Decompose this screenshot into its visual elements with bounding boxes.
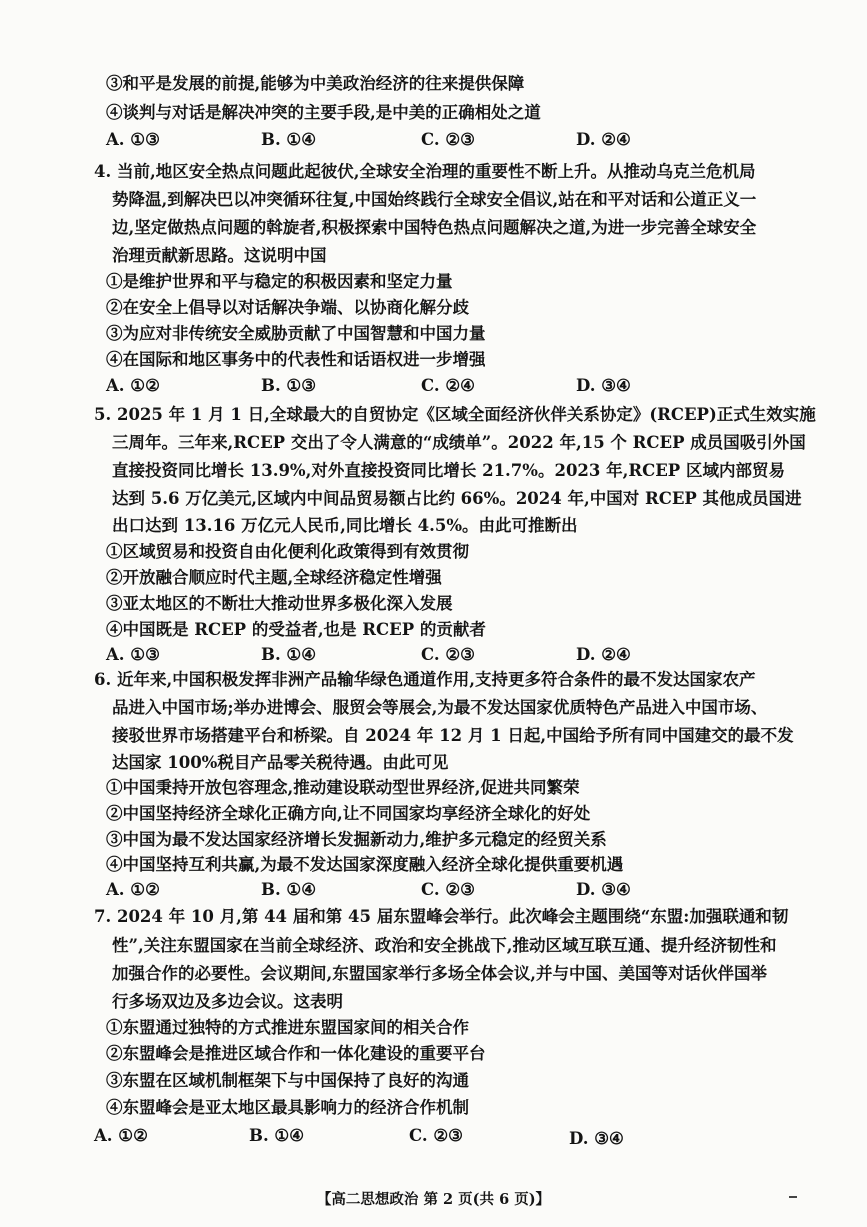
q5-options — [106, 643, 806, 667]
q3-option-c: C. ②③ — [421, 130, 475, 149]
q6-item-3: ③中国为最不发达国家经济增长发掘新动力,维护多元稳定的经贸关系 — [106, 830, 607, 849]
q6-stem-line: 达国家 100%税目产品零关税待遇。由此可见 — [112, 753, 449, 772]
q7-item-2: ②东盟峰会是推进区域合作和一体化建设的重要平台 — [106, 1044, 486, 1063]
q6-option-a: A. ①② — [106, 880, 160, 899]
q7-item-3: ③东盟在区域机制框架下与中国保持了良好的沟通 — [106, 1071, 469, 1090]
q3-item-3: ③和平是发展的前提,能够为中美政治经济的往来提供保障 — [106, 74, 525, 93]
q5-stem-line: 5. 2025 年 1 月 1 日,全球最大的自贸协定《区域全面经济伙伴关系协定》(RCEP)正式生效实施 — [94, 405, 816, 424]
q7-item-4: ④东盟峰会是亚太地区最具影响力的经济合作机制 — [106, 1098, 469, 1117]
q7-item-1: ①东盟通过独特的方式推进东盟国家间的相关合作 — [106, 1018, 469, 1037]
q3-option-a: A. ①③ — [106, 130, 160, 149]
q4-stem-line: 边,坚定做热点问题的斡旋者,积极探索中国特色热点问题解决之道,为进一步完善全球安全 — [112, 218, 757, 237]
q7-option-a: A. ①② — [94, 1126, 148, 1145]
q5-option-d: D. ②④ — [576, 645, 631, 664]
q3-options — [106, 128, 806, 152]
q4-stem-line: 4. 当前,地区安全热点问题此起彼伏,全球安全治理的重要性不断上升。从推动乌克兰危机局 — [94, 162, 756, 181]
q5-option-c: C. ②③ — [421, 645, 475, 664]
q6-item-4: ④中国坚持互利共赢,为最不发达国家深度融入经济全球化提供重要机遇 — [106, 855, 624, 874]
q4-stem-line: 治理贡献新思路。这说明中国 — [112, 246, 327, 265]
q7-option-c: C. ②③ — [409, 1126, 463, 1145]
q6-stem-line: 品进入中国市场;举办进博会、服贸会等展会,为最不发达国家优质特色产品进入中国市场、 — [112, 698, 768, 717]
q4-item-1: ①是维护世界和平与稳定的积极因素和坚定力量 — [106, 272, 453, 291]
q5-item-2: ②开放融合顺应时代主题,全球经济稳定性增强 — [106, 568, 442, 587]
q5-stem-line: 直接投资同比增长 13.9%,对外直接投资同比增长 21.7%。2023 年,RCEP 区域内部贸易 — [112, 461, 785, 480]
q6-option-c: C. ②③ — [421, 880, 475, 899]
q5-option-a: A. ①③ — [106, 645, 160, 664]
q5-stem-line: 三周年。三年来,RCEP 交出了令人满意的“成绩单”。2022 年,15 个 RCEP 成员国吸引外国 — [112, 433, 806, 452]
q6-option-d: D. ③④ — [576, 880, 631, 899]
q4-options — [106, 374, 806, 398]
q6-option-b: B. ①④ — [261, 880, 317, 899]
q4-option-d: D. ③④ — [576, 376, 631, 395]
q5-stem-line: 达到 5.6 万亿美元,区域内中间品贸易额占比约 66%。2024 年,中国对 RCEP 其他成员国进 — [112, 489, 802, 508]
q7-stem-line: 性”,关注东盟国家在当前全球经济、政治和安全挑战下,推动区域互联互通、提升经济韧性和 — [112, 936, 777, 955]
q4-option-b: B. ①③ — [261, 376, 317, 395]
q7-options — [94, 1124, 794, 1148]
corner-dash-mark — [789, 1196, 797, 1198]
q7-option-d: D. ③④ — [569, 1129, 624, 1148]
q5-item-3: ③亚太地区的不断壮大推动世界多极化深入发展 — [106, 594, 453, 613]
q4-option-a: A. ①② — [106, 376, 160, 395]
q4-stem-line: 势降温,到解决巴以冲突循环往复,中国始终践行全球安全倡议,站在和平对话和公道正义一 — [112, 190, 757, 209]
q6-item-1: ①中国秉持开放包容理念,推动建设联动型世界经济,促进共同繁荣 — [106, 778, 580, 797]
q3-option-b: B. ①④ — [261, 130, 317, 149]
q7-stem-line: 行多场双边及多边会议。这表明 — [112, 992, 343, 1011]
q5-item-4: ④中国既是 RCEP 的受益者,也是 RCEP 的贡献者 — [106, 620, 486, 639]
q4-option-c: C. ②④ — [421, 376, 475, 395]
q6-options — [106, 878, 806, 902]
q4-item-2: ②在安全上倡导以对话解决争端、以协商化解分歧 — [106, 298, 469, 317]
q5-item-1: ①区域贸易和投资自由化便利化政策得到有效贯彻 — [106, 542, 469, 561]
page-footer: 【高二思想政治 第 2 页(共 6 页)】 — [316, 1191, 551, 1208]
q6-stem-line: 6. 近年来,中国积极发挥非洲产品输华绿色通道作用,支持更多符合条件的最不发达国家农产 — [94, 670, 756, 689]
q6-item-2: ②中国坚持经济全球化正确方向,让不同国家均享经济全球化的好处 — [106, 804, 591, 823]
q3-option-d: D. ②④ — [576, 130, 631, 149]
q7-stem-line: 加强合作的必要性。会议期间,东盟国家举行多场全体会议,并与中国、美国等对话伙伴国举 — [112, 964, 767, 983]
q7-stem-line: 7. 2024 年 10 月,第 44 届和第 45 届东盟峰会举行。此次峰会主题围绕“东盟:加强联通和韧 — [94, 907, 789, 926]
q4-item-3: ③为应对非传统安全威胁贡献了中国智慧和中国力量 — [106, 324, 486, 343]
q3-item-4: ④谈判与对话是解决冲突的主要手段,是中美的正确相处之道 — [106, 103, 541, 122]
q4-item-4: ④在国际和地区事务中的代表性和话语权进一步增强 — [106, 350, 486, 369]
q7-option-b: B. ①④ — [249, 1126, 305, 1145]
q5-option-b: B. ①④ — [261, 645, 317, 664]
q6-stem-line: 接驳世界市场搭建平台和桥梁。自 2024 年 12 月 1 日起,中国给予所有同中国建交的最不发 — [112, 726, 794, 745]
q5-stem-line: 出口达到 13.16 万亿元人民币,同比增长 4.5%。由此可推断出 — [112, 516, 578, 535]
